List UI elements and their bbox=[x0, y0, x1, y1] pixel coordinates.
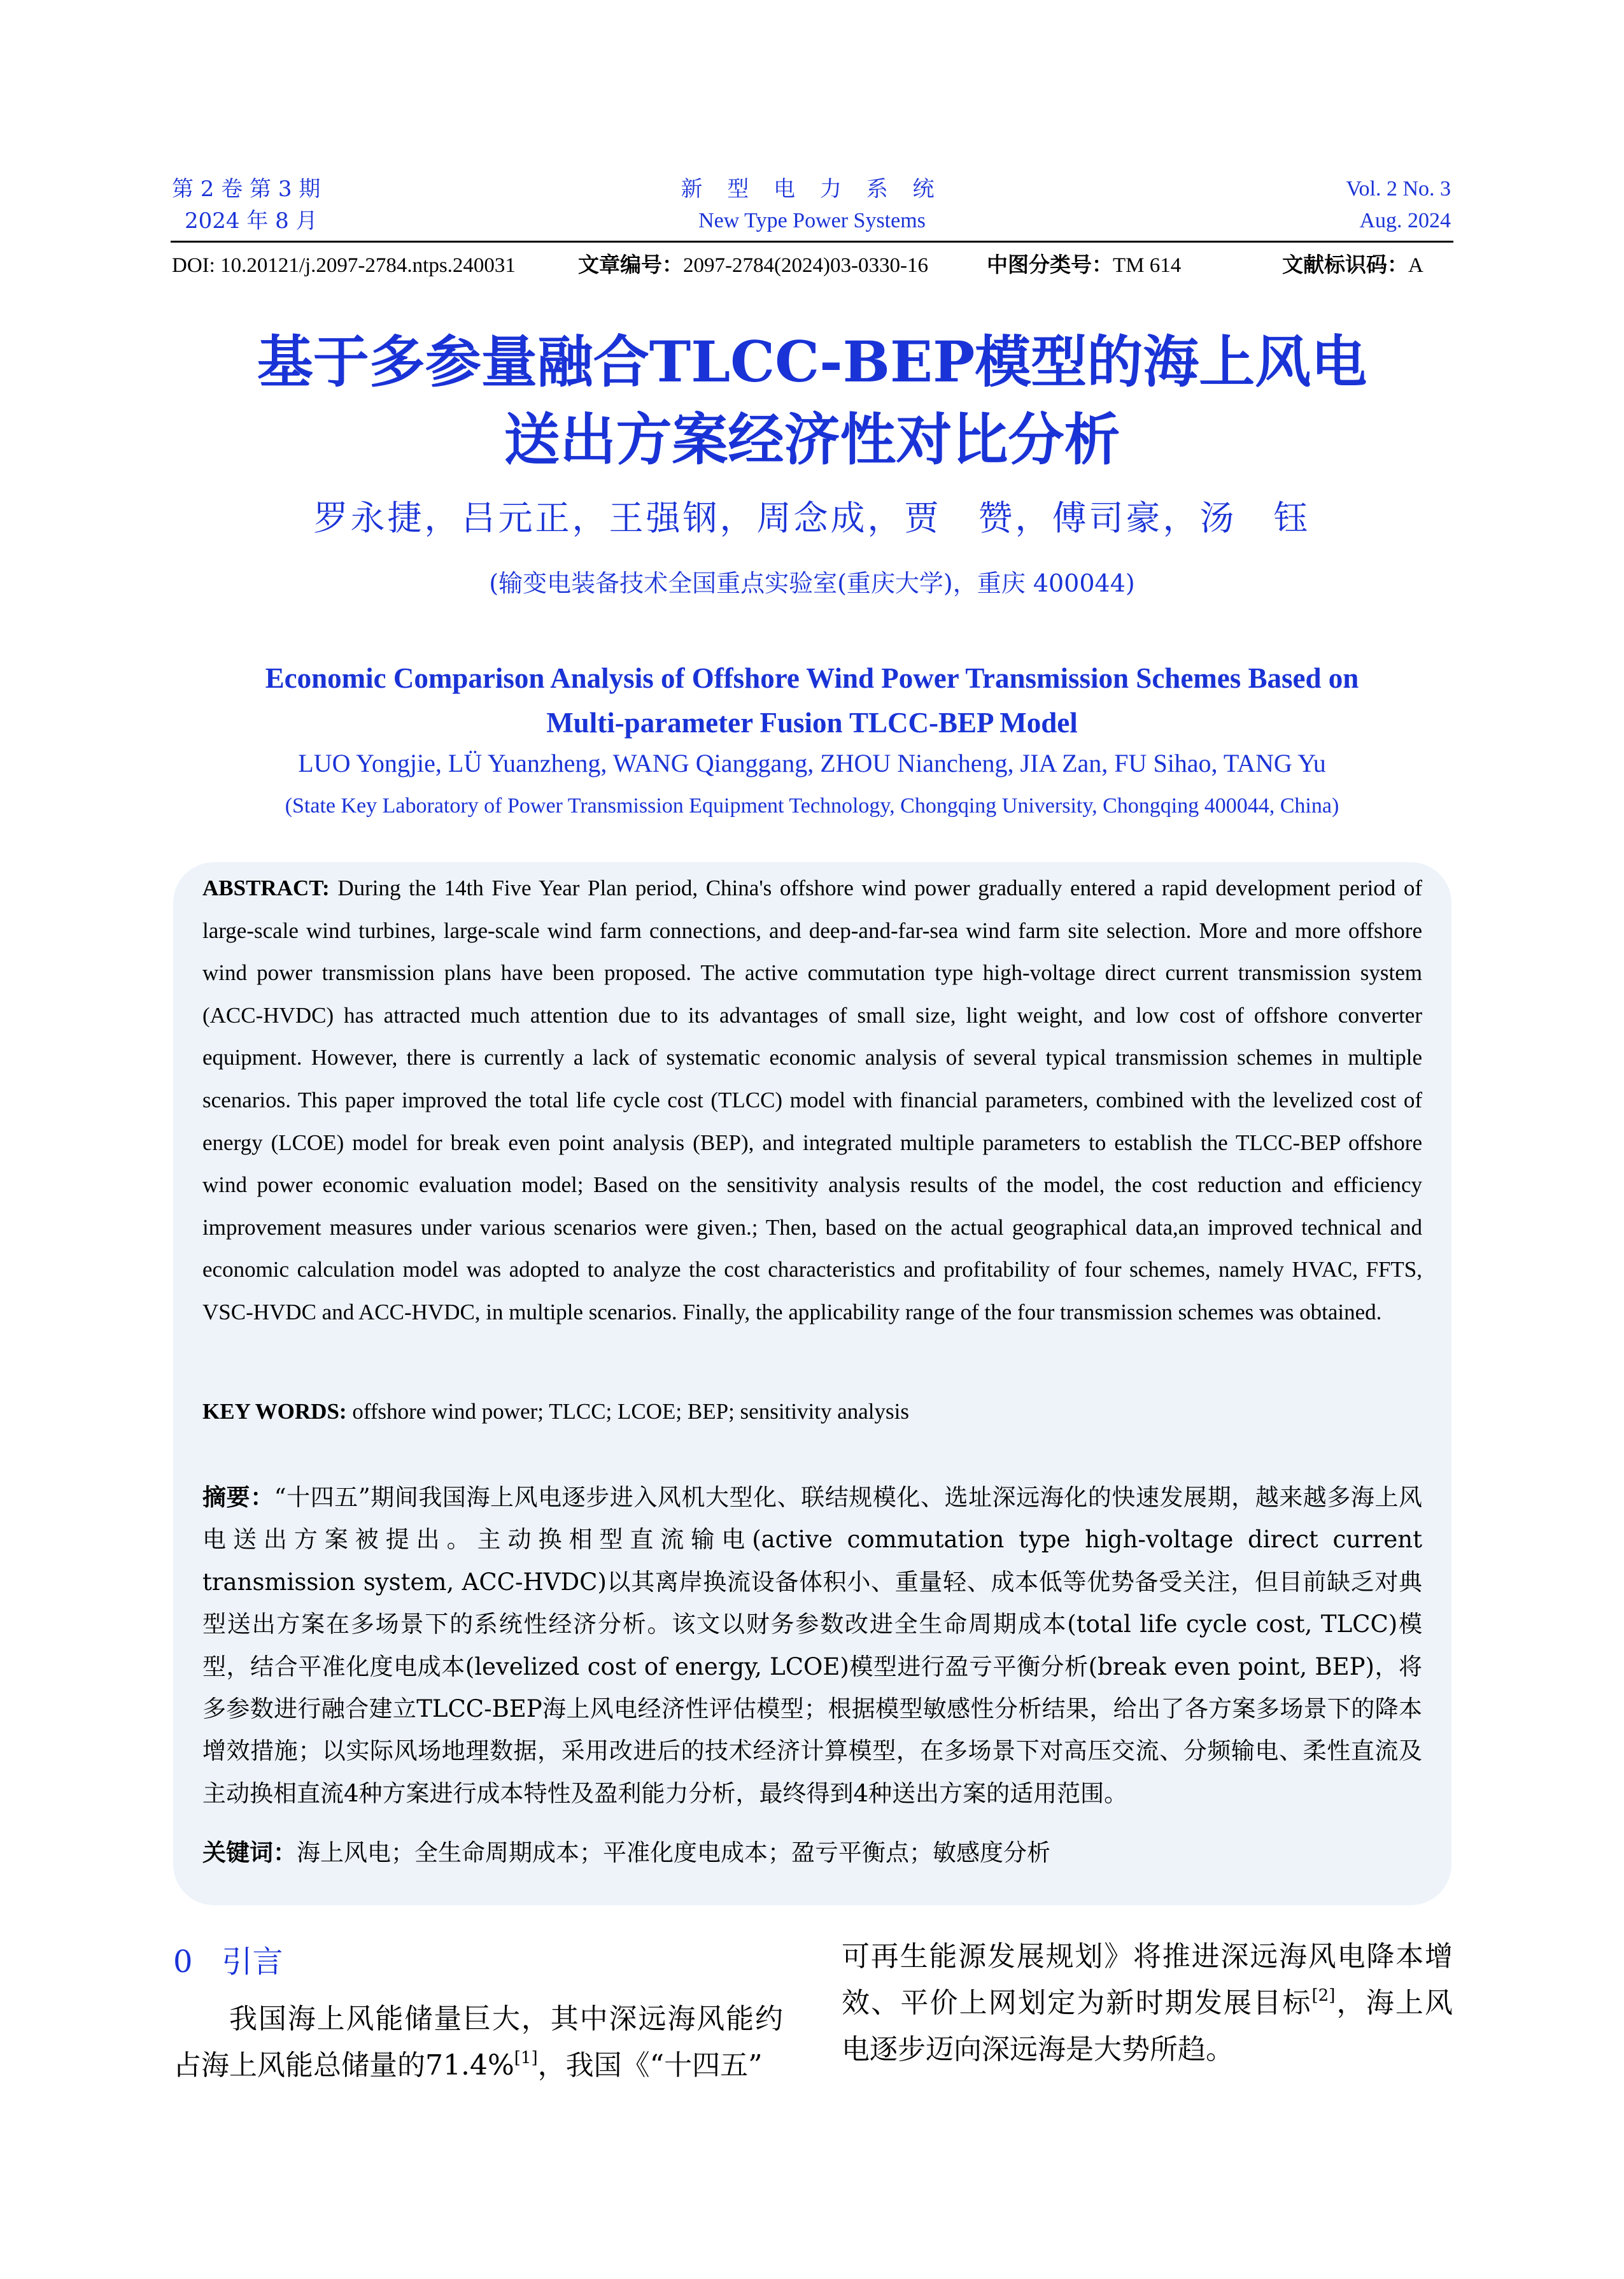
keywords-zh-text: 海上风电；全生命周期成本；平准化度电成本；盈亏平衡点；敏感度分析 bbox=[297, 1839, 1050, 1866]
keywords-en-text: offshore wind power; TLCC; LCOE; BEP; sensitivity analysis bbox=[352, 1399, 909, 1424]
clc-value: TM 614 bbox=[1113, 254, 1182, 277]
abstract-zh-label: 摘要： bbox=[202, 1483, 274, 1511]
header-volume-en: Vol. 2 No. 3 bbox=[1346, 177, 1451, 201]
body-column-right bbox=[842, 1933, 1453, 2073]
header-rule bbox=[171, 241, 1453, 243]
keywords-en bbox=[202, 1391, 1422, 1433]
title-en-line1: Economic Comparison Analysis of Offshore Wind Power Transmission Schemes Based on bbox=[265, 662, 1359, 694]
document-code bbox=[1282, 250, 1423, 281]
keywords-en-label: KEY WORDS: bbox=[202, 1399, 347, 1424]
article-number-label: 文章编号： bbox=[578, 254, 683, 277]
document-code-label: 文献标识码： bbox=[1282, 254, 1408, 277]
body-left-text-end: ，我国《“十四五” bbox=[537, 2049, 763, 2082]
authors-en: LUO Yongjie, LÜ Yuanzheng, WANG Qianggang, ZHOU Niancheng, JIA Zan, FU Sihao, TANG Yu bbox=[298, 749, 1326, 777]
keywords-zh-label: 关键词： bbox=[202, 1838, 297, 1866]
affiliation-zh: (输变电装备技术全国重点实验室(重庆大学)，重庆 400044) bbox=[489, 569, 1135, 597]
document-code-value: A bbox=[1408, 254, 1423, 277]
header-journal-en: New Type Power Systems bbox=[698, 209, 926, 232]
citation-2[interactable]: [2] bbox=[1311, 1986, 1336, 2005]
header-date-zh: 2024 年 8 月 bbox=[185, 208, 318, 234]
title-en-line2: Multi-parameter Fusion TLCC-BEP Model bbox=[546, 707, 1078, 739]
header-volume-en-block bbox=[1346, 173, 1451, 237]
abstract-zh bbox=[202, 1476, 1422, 1815]
body-right-text: 可再生能源发展规划》将推进深远海风电降本增效、平价上网划定为新时期发展目标 bbox=[842, 1940, 1453, 2019]
title-zh-line1: 基于多参量融合TLCC-BEP模型的海上风电 bbox=[257, 329, 1367, 395]
clc-label: 中图分类号： bbox=[987, 254, 1113, 277]
keywords-zh bbox=[202, 1831, 1422, 1875]
doi: DOI: 10.20121/j.2097-2784.ntps.240031 bbox=[172, 254, 516, 277]
article-meta bbox=[172, 250, 1453, 281]
title-zh-line2: 送出方案经济性对比分析 bbox=[504, 406, 1120, 472]
header-date-en: Aug. 2024 bbox=[1359, 209, 1451, 232]
header-journal-zh: 新 型 电 力 系 统 bbox=[681, 176, 943, 202]
body-left-text: 我国海上风能储量巨大，其中深远海风能约占海上风能总储量的71.4% bbox=[173, 2003, 783, 2082]
abstract-en bbox=[202, 867, 1422, 1334]
section-heading bbox=[173, 1940, 283, 1984]
abstract-en-label: ABSTRACT: bbox=[202, 876, 330, 900]
abstract-zh-text: “十四五”期间我国海上风电逐步进入风机大型化、联结规模化、选址深远海化的快速发展期，越来越多海上风电送出方案被提出。主动换相型直流输电(active commutation type high-voltage direct current transmission system, ACC-HVDC)以其离岸换流设备体积小、重量轻、成本低等优势备受关注，但目前缺乏对典型送出方案在多场景下的系统性经济分析。该文以财务参数改进全生命周期成本(total life cycle cost, TLCC)模型，结合平准化度电成本(levelized cost of energy, LCOE)模型进行盈亏平衡分析(break even point, BEP)，将多参数进行融合建立TLCC-BEP海上风电经济性评估模型；根据模型敏感性分析结果，给出了各方案多场景下的降本增效措施；以实际风场地理数据，采用改进后的技术经济计算模型，在多场景下对高压交流、分频输电、柔性直流及主动换相直流4种方案进行成本特性及盈利能力分析，最终得到4种送出方案的适用范围。 bbox=[202, 1484, 1423, 1807]
article-number bbox=[578, 250, 928, 281]
authors-zh: 罗永捷，吕元正，王强钢，周念成，贾 赞，傅司豪，汤 钰 bbox=[313, 498, 1311, 538]
body-right-text-end: ，海上风电逐步迈向深远海是大势所趋。 bbox=[842, 1987, 1453, 2066]
citation-1[interactable]: [1] bbox=[514, 2048, 538, 2068]
clc-number bbox=[987, 250, 1181, 281]
header-volume-zh: 第 2 卷 第 3 期 bbox=[172, 176, 321, 202]
section-number: 0 bbox=[173, 1944, 193, 1980]
section-title: 引言 bbox=[222, 1944, 283, 1980]
affiliation-en: (State Key Laboratory of Power Transmission Equipment Technology, Chongqing University, Chongqing 400044, China) bbox=[285, 794, 1339, 818]
article-number-value: 2097-2784(2024)03-0330-16 bbox=[683, 254, 928, 277]
abstract-en-text: During the 14th Five Year Plan period, China's offshore wind power gradually entered a rapid development period of large-scale wind turbines, large-scale wind farm connections, and deep-and-far-sea wind farm site selection. More and more offshore wind power transmission plans have been proposed. The active commutation type high-voltage direct current transmission system (ACC-HVDC) has attracted much attention due to its advantages of small size, light weight, and low cost of offshore converter equipment. However, there is currently a lack of systematic economic analysis of several typical transmission schemes in multiple scenarios. This paper improved the total life cycle cost (TLCC) model with financial parameters, combined with the levelized cost of energy (LCOE) model for break even point analysis (BEP), and integrated multiple parameters to establish the TLCC-BEP offshore wind power economic evaluation model; Based on the sensitivity analysis results of the model, the cost reduction and efficiency improvement measures under various scenarios were given.; Then, based on the actual geographical data,an improved technical and economic calculation model was adopted to analyze the cost characteristics and profitability of four schemes, namely HVAC, FFTS, VSC-HVDC and ACC-HVDC, in multiple scenarios. Finally, the applicability range of the four transmission schemes was obtained. bbox=[202, 876, 1422, 1324]
body-column-left bbox=[173, 1996, 783, 2089]
